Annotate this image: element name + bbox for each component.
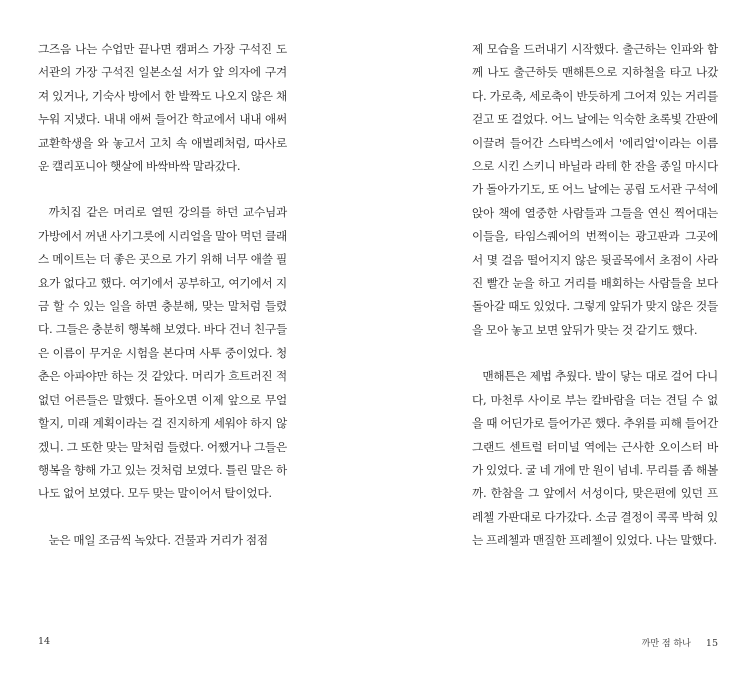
right-page (378, 0, 756, 688)
paragraph: 맨해튼은 제법 추웠다. 발이 닿는 대로 걸어 다니다, 마천루 사이로 부는 칼바람을 더는 견딜 수 없을 때 어딘가로 들어가곤 했다. 추위를 피해 들어간 그랜드 센트럴 터미널 역에는 근사한 오이스터 바가 있었다. 굴 네 개에 만 원이 넘네. 무리를 좀 해볼까. 한참을 그 앞에서 서성이다, 맞은편에 있던 프레첼 가판대로 다가갔다. 소금 결정이 콕콕 박혀 있는 프레첼과 맨질한 프레첼이 있었다. 나는 말했다. (472, 369, 718, 548)
running-title: 까만 점 하나 (641, 639, 691, 649)
left-folio (38, 636, 50, 647)
paragraph: 까치집 같은 머리로 열띤 강의를 하던 교수님과 가방에서 꺼낸 사기그릇에 시리얼을 말아 먹던 클래스 메이트는 더 좋은 곳으로 가기 위해 너무 애쓸 필요가 없다고 했다. 여기에서 공부하고, 여기에서 지금 할 수 있는 일을 하면 충분해, 맞는 말처럼 들렸다. 그들은 충분히 행복해 보였다. 바다 건너 친구들은 이름이 무거운 시험을 본다며 사투 중이었다. 청춘은 아파야만 하는 것 같았다. 머리가 흐트러진 적 없던 어른들은 말했다. 돌아오면 이제 앞으로 무얼 할지, 미래 계획이라는 걸 진지하게 세워야 하지 않겠니. 그 또한 맞는 말처럼 들렸다. 어쨌거나 그들은 행복을 향해 가고 있는 것처럼 보였다. 틀린 말은 하나도 없어 보였다. 모두 맞는 말이어서 탈이었다. (38, 205, 287, 501)
left-page-body (38, 38, 287, 575)
page-number: 14 (38, 636, 51, 647)
paragraph: 그즈음 나는 수업만 끝나면 캠퍼스 가장 구석진 도서관의 가장 구석진 일본소설 서가 앞 의자에 구겨져 있거나, 기숙사 방에서 한 발짝도 나오지 않은 채 누워 지냈다. 내내 애써 들어간 학교에서 내내 애써 교환학생을 와 놓고서 고치 속 애벌레처럼, 따사로운 캘리포니아 햇살에 바싹바싹 말라갔다. (38, 42, 287, 174)
paragraph: 눈은 매일 조금씩 녹았다. 건물과 거리가 점점 (48, 532, 268, 547)
page-number: 15 (705, 638, 718, 649)
right-folio (642, 636, 718, 649)
paragraph: 제 모습을 드러내기 시작했다. 출근하는 인파와 함께 나도 출근하듯 맨해튼으로 지하철을 타고 나갔다. 가로축, 세로축이 반듯하게 그어져 있는 거리를 걷고 또 걸었다. 어느 날에는 익숙한 초록빛 간판에 이끌려 들어간 스타벅스에서 '에리얼'이라는 이름으로 시킨 스키니 바닐라 라테 한 잔을 종일 마시다가 돌아가기도, 또 어느 날에는 공립 도서관 구석에 앉아 책에 열중한 사람들과 그들을 연신 찍어대는 이들을, 타임스퀘어의 번쩍이는 광고판과 그곳에서 몇 걸음 떨어지지 않은 뒷골목에서 초점이 사라진 빨간 눈을 하고 거리를 배회하는 사람들을 보다 돌아갈 때도 있었다. 그렇게 앞뒤가 맞지 않은 것들을 모아 놓고 보면 앞뒤가 맞는 것 같기도 했다. (472, 42, 718, 337)
right-page-body (472, 38, 718, 576)
